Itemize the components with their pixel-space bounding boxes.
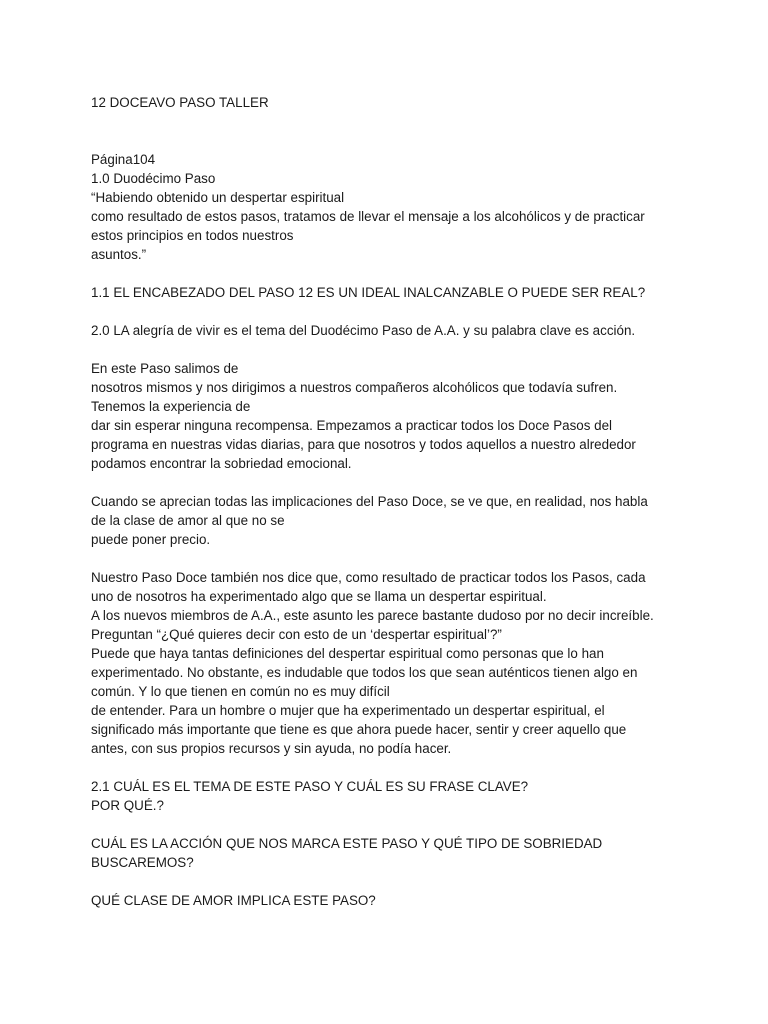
paragraph-line: podamos encontrar la sobriedad emocional. xyxy=(91,456,352,471)
intro-block xyxy=(91,150,691,264)
paragraph-line: Preguntan “¿Qué quieres decir con esto de un ‘despertar espiritual’?” xyxy=(91,627,502,642)
document-body xyxy=(91,93,691,910)
paragraph-line: de la clase de amor al que no se xyxy=(91,513,285,528)
paragraph-line: dar sin esperar ninguna recompensa. Empezamos a practicar todos los Doce Pasos del xyxy=(91,418,613,433)
paragraph-line: experimentado. No obstante, es indudable que todos los que sean auténticos tienen algo en xyxy=(91,665,638,680)
question-line: BUSCAREMOS? xyxy=(91,855,194,870)
paragraph-3 xyxy=(91,568,691,758)
step-quote-line: como resultado de estos pasos, tratamos de llevar el mensaje a los alcohólicos y de practicar xyxy=(91,209,645,224)
step-heading: 1.0 Duodécimo Paso xyxy=(91,171,216,186)
step-quote-line: estos principios en todos nuestros xyxy=(91,228,294,243)
document-title: 12 DOCEAVO PASO TALLER xyxy=(91,95,269,110)
step-quote-line: asuntos.” xyxy=(91,247,147,262)
paragraph-line: común. Y lo que tienen en común no es muy difícil xyxy=(91,684,390,699)
paragraph-line: puede poner precio. xyxy=(91,532,211,547)
question-1-1: 1.1 EL ENCABEZADO DEL PASO 12 ES UN IDEAL INALCANZABLE O PUEDE SER REAL? xyxy=(91,285,646,300)
question-2-1 xyxy=(91,777,691,815)
paragraph-line: A los nuevos miembros de A.A., este asunto les parece bastante dudoso por no decir increíble. xyxy=(91,608,654,623)
paragraph-line: significado más importante que tiene es que ahora puede hacer, sentir y creer aquello que xyxy=(91,722,627,737)
paragraph-line: En este Paso salimos de xyxy=(91,361,239,376)
page-reference: Página104 xyxy=(91,152,156,167)
paragraph-line: antes, con sus propios recursos y sin ayuda, no podía hacer. xyxy=(91,741,452,756)
paragraph-line: uno de nosotros ha experimentado algo que se llama un despertar espiritual. xyxy=(91,589,547,604)
paragraph-line: Cuando se aprecian todas las implicaciones del Paso Doce, se ve que, en realidad, nos habla xyxy=(91,494,648,509)
step-quote-line: “Habiendo obtenido un despertar espiritual xyxy=(91,190,345,205)
paragraph-line: programa en nuestras vidas diarias, para que nosotros y todos aquellos a nuestro alrededor xyxy=(91,437,636,452)
paragraph-line: nosotros mismos y nos dirigimos a nuestros compañeros alcohólicos que todavía sufren. xyxy=(91,380,618,395)
paragraph-1 xyxy=(91,359,691,473)
question-love: QUÉ CLASE DE AMOR IMPLICA ESTE PASO? xyxy=(91,893,376,908)
paragraph-line: Nuestro Paso Doce también nos dice que, como resultado de practicar todos los Pasos, cada xyxy=(91,570,646,585)
question-action xyxy=(91,834,691,872)
paragraph-line: Puede que haya tantas definiciones del despertar espiritual como personas que lo han xyxy=(91,646,604,661)
question-line: 2.1 CUÁL ES EL TEMA DE ESTE PASO Y CUÁL ES SU FRASE CLAVE? xyxy=(91,779,529,794)
section-2-0: 2.0 LA alegría de vivir es el tema del Duodécimo Paso de A.A. y su palabra clave es acción. xyxy=(91,323,636,338)
paragraph-line: de entender. Para un hombre o mujer que ha experimentado un despertar espiritual, el xyxy=(91,703,605,718)
paragraph-2 xyxy=(91,492,691,549)
question-line: CUÁL ES LA ACCIÓN QUE NOS MARCA ESTE PASO Y QUÉ TIPO DE SOBRIEDAD xyxy=(91,836,603,851)
paragraph-line: Tenemos la experiencia de xyxy=(91,399,251,414)
question-line: POR QUÉ.? xyxy=(91,798,164,813)
